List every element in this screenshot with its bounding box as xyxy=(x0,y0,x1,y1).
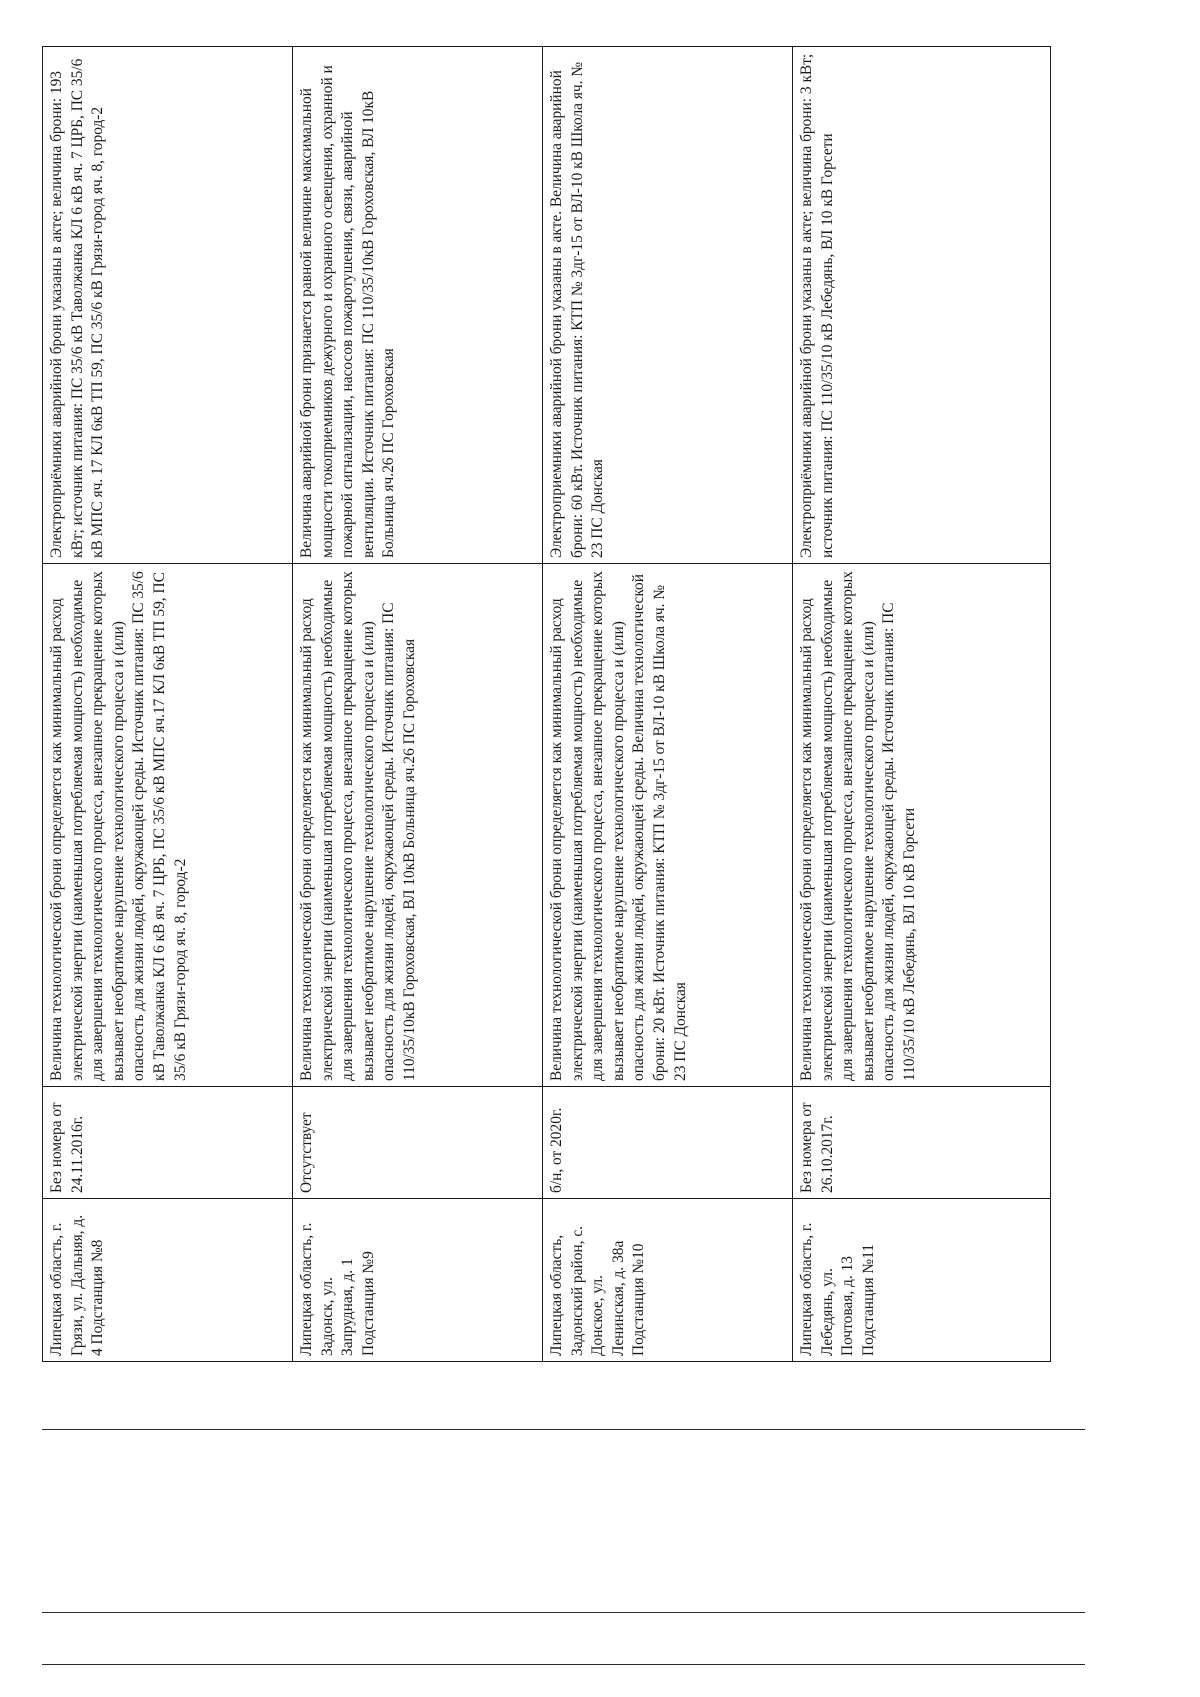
table-row xyxy=(543,47,793,1362)
divider-line xyxy=(42,1612,1085,1613)
tech-reserve-cell: Величина технологической брони определяется как минимальный расход электрической энергии (наименьшая потребляемая мощность) необходимые для завершения технологического процесса, внезапное прекращение которых вызывает необратимое нарушение технологического процесса и (или) опасность для жизни людей, окружающей среды. Источник питания: ПС 110/35/10 кВ Лебедянь, ВЛ 10 кВ Горсети xyxy=(793,564,1051,1087)
divider-line xyxy=(42,1664,1085,1665)
address-cell: Липецкая область, г. Лебедянь, ул. Почтовая, д. 13 Подстанция №11 xyxy=(793,1199,1051,1362)
act-cell: б/н, от 2020г. xyxy=(543,1087,793,1199)
emergency-reserve-cell: Электроприемники аварийной брони указаны в акте. Величина аварийной брони: 60 кВт. Источник питания: КТП № 3дг-15 от ВЛ-10 кВ Школа яч. № 23 ПС Донская xyxy=(543,47,793,564)
emergency-reserve-cell: Электроприёмники аварийной брони указаны в акте; величина брони: 193 кВт; источник питания: ПС 35/6 кВ Таволжанка КЛ 6 кВ яч. 7 ЦРБ, ПС 35/6 кВ МПС яч. 17 КЛ 6кВ ТП 59, ПС 35/6 кВ Грязи-город яч. 8, город-2 xyxy=(43,47,293,564)
act-cell: Без номера от 24.11.2016г. xyxy=(43,1087,293,1199)
tech-reserve-cell: Величина технологической брони определяется как минимальный расход электрической энергии (наименьшая потребляемая мощность) необходимые для завершения технологического процесса, внезапное прекращение которых вызывает необратимое нарушение технологического процесса и (или) опасность для жизни людей, окружающей среды. Источник питания: ПС 35/6 кВ Таволжанка КЛ 6 кВ яч. 7 ЦРБ, ПС 35/6 кВ МПС яч.17 КЛ 6кВ ТП 59, ПС 35/6 кВ Грязи-город яч. 8, город-2 xyxy=(43,564,293,1087)
act-cell: Без номера от 26.10.2017г. xyxy=(793,1087,1051,1199)
tech-reserve-cell: Величина технологической брони определяется как минимальный расход электрической энергии (наименьшая потребляемая мощность) необходимые для завершения технологического процесса, внезапное прекращение которых вызывает необратимое нарушение технологического процесса и (или) опасность для жизни людей, окружающей среды. Величина технологической брони: 20 кВт. Источник питания: КТП № 3дг-15 от ВЛ-10 кВ Школа яч. № 23 ПС Донская xyxy=(543,564,793,1087)
address-cell: Липецкая область, Задонский район, с. Донское, ул. Ленинская, д. 38а Подстанция №10 xyxy=(543,1199,793,1362)
emergency-reserve-cell: Электроприёмники аварийной брони указаны в акте; величина брони: 3 кВт; источник питания: ПС 110/35/10 кВ Лебедянь, ВЛ 10 кВ Горсети xyxy=(793,47,1051,564)
address-cell: Липецкая область, г. Грязи, ул. Дальняя, д. 4 Подстанция №8 xyxy=(43,1199,293,1362)
act-cell: Отсутствует xyxy=(293,1087,543,1199)
table-row xyxy=(293,47,543,1362)
tech-reserve-cell: Величина технологической брони определяется как минимальный расход электрической энергии (наименьшая потребляемая мощность) необходимые для завершения технологического процесса, внезапное прекращение которых вызывает необратимое нарушение технологического процесса и (или) опасность для жизни людей, окружающей среды. Источник питания: ПС 110/35/10кВ Гороховская, ВЛ 10кВ Больница яч.26 ПС Гороховская xyxy=(293,564,543,1087)
emergency-reserve-cell: Величина аварийной брони признается равной величине максимальной мощности токоприемников дежурного и охранного освещения, охранной и пожарной сигнализации, насосов пожаротушения, связи, аварийной вентиляции. Источник питания: ПС 110/35/10кВ Гороховская, ВЛ 10кВ Больница яч.26 ПС Гороховская xyxy=(293,47,543,564)
table-row xyxy=(43,47,293,1362)
divider-line xyxy=(42,1429,1085,1430)
table-row xyxy=(793,47,1051,1362)
rotated-table-container xyxy=(42,47,1050,1362)
substation-reserve-table xyxy=(42,46,1051,1362)
address-cell: Липецкая область, г. Задонск, ул. Запрудная, д. 1 Подстанция №9 xyxy=(293,1199,543,1362)
